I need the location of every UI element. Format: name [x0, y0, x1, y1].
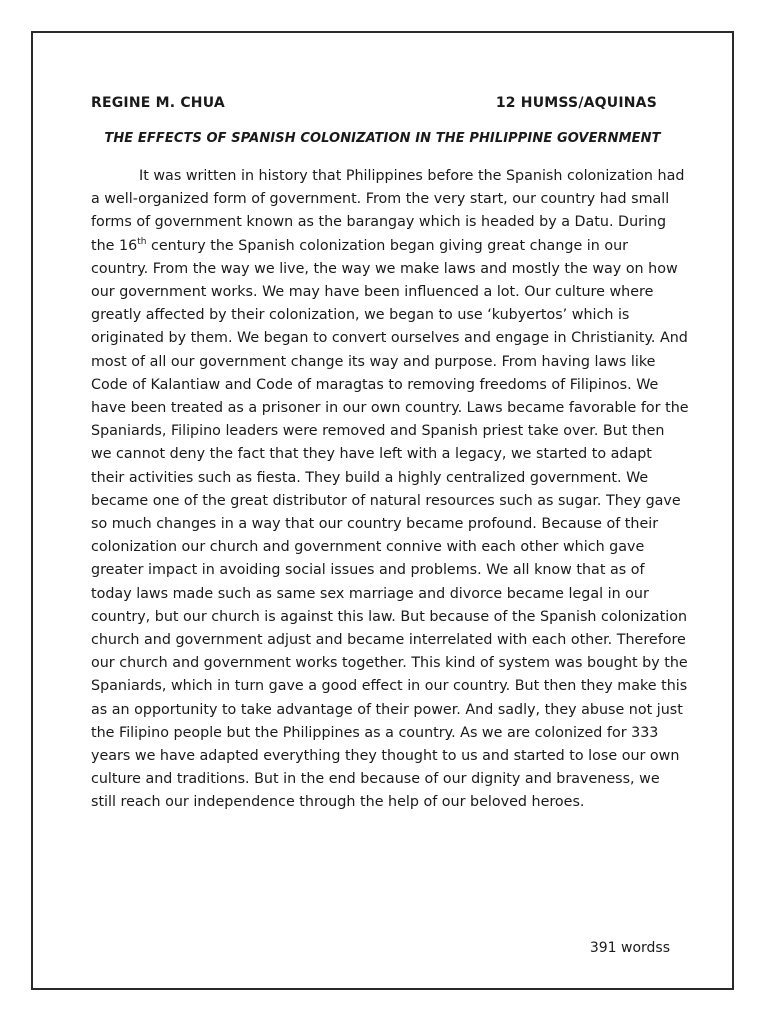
document-page [31, 31, 734, 990]
header-row [91, 95, 657, 111]
body-text-part-2: century the Spanish colonization began giving great change in our country. From the way we live, the way we make laws and mostly the way on how our government works. We may have been influenced a lot. Our culture where greatly affected by their colonization, we began to use ‘kubyertos’ which is originated by them. We began to convert ourselves and engage in Christianity. And most of all our government change its way and purpose. From having laws like Code of Kalantiaw and Code of maragtas to removing freedoms of Filipinos. We have been treated as a prisoner in our own country. Laws became favorable for the Spaniards, Filipino leaders were removed and Spanish priest take over. But then we cannot deny the fact that they have left with a legacy, we started to adapt their activities such as fiesta. They build a highly centralized government. We became one of the great distributor of natural resources such as sugar. They gave so much changes in a way that our country became profound. Because of their colonization our church and government connive with each other which gave greater impact in avoiding social issues and problems. We all know that as of today laws made such as same sex marriage and divorce became legal in our country, but our church is against this law. But because of the Spanish colonization church and government adjust and became interrelated with each other. Therefore our church and government works together. This kind of system was bought by the Spaniards, which in turn gave a good effect in our country. But then they make this as an opportunity to take advantage of their power. And sadly, they abuse not just the Filipino people but the Philippines as a country. As we are colonized for 333 years we have adapted everything they thought to us and started to lose our own culture and traditions. But in the end because of our dignity and braveness, we still reach our independence through the help of our beloved heroes. [91, 237, 689, 811]
class-section: 12 HUMSS/AQUINAS [495, 95, 657, 111]
essay-body [91, 165, 689, 815]
author-name: REGINE M. CHUA [91, 95, 225, 111]
ordinal-suffix: th [137, 236, 147, 247]
word-count: 391 wordss [589, 940, 670, 956]
essay-title: THE EFFECTS OF SPANISH COLONIZATION IN THE PHILIPPINE GOVERNMENT [104, 131, 661, 146]
body-text-part-1: It was written in history that Philippines before the Spanish colonization had a well-organized form of government. From the very start, our country had small forms of government known as the barangay which is headed by a Datu. During the 16 [91, 168, 685, 254]
